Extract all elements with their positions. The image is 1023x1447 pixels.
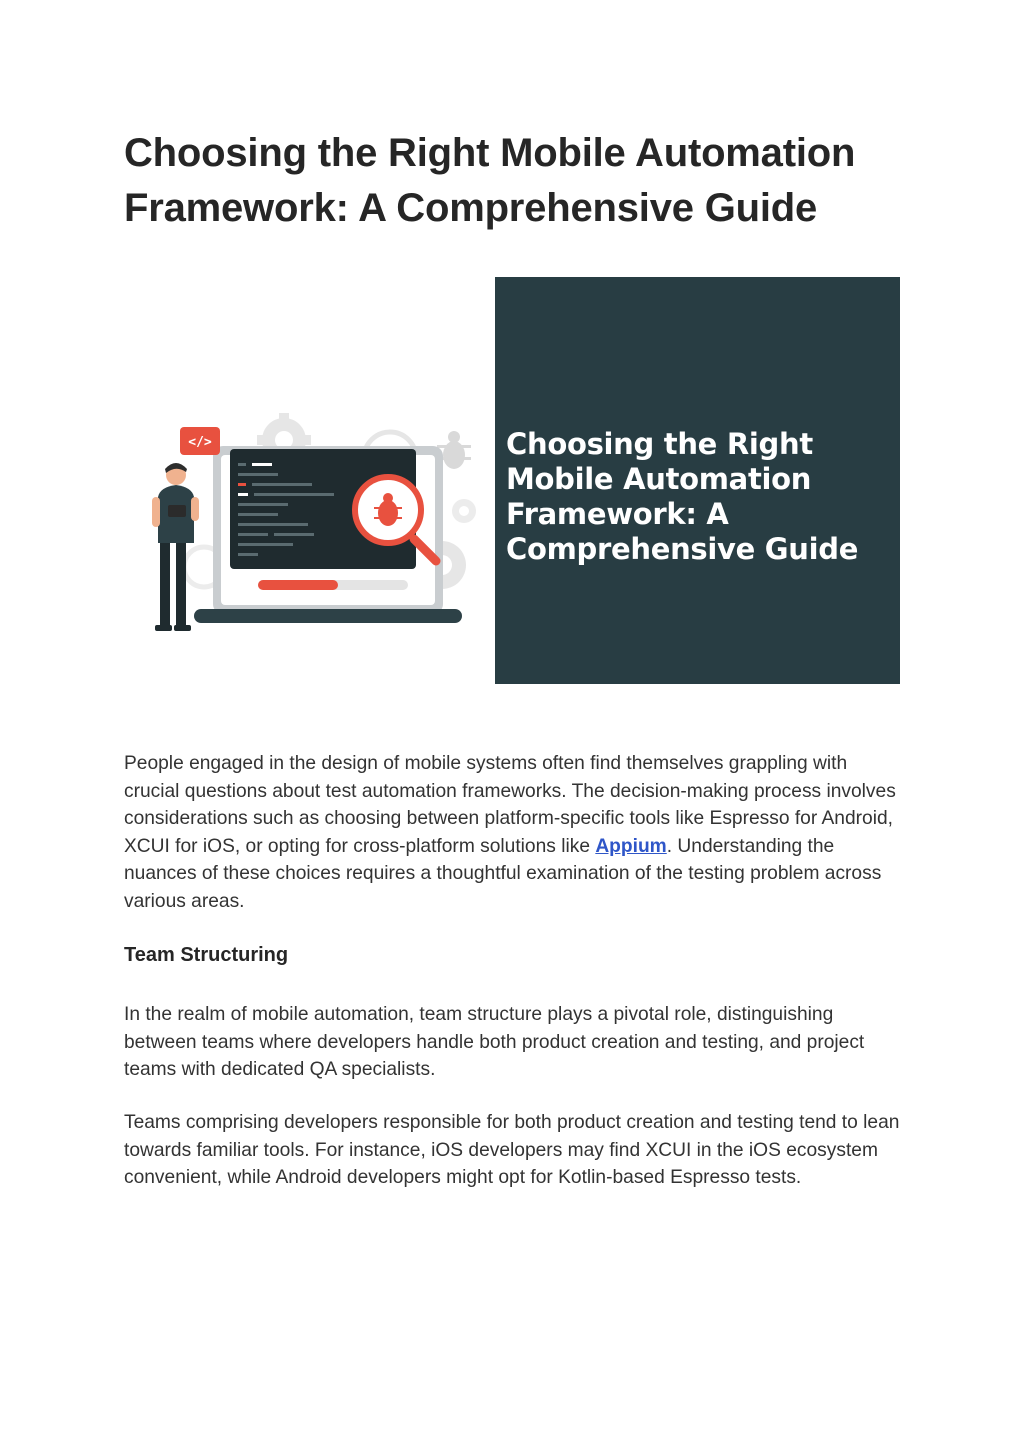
progress-fill xyxy=(258,580,338,590)
intro-text: People engaged in the design of mobile systems often find themselves grappling with crucial questions about test automation frameworks. The decision-making process involves considerations such as choosing between platform-specific tools like Espresso for Android, XCUI for iOS, or opting for cross-platform solutions like xyxy=(124,753,896,857)
developer-laptop-illustration xyxy=(124,277,495,684)
team-structure-paragraph: In the realm of mobile automation, team structure plays a pivotal role, distinguishing between teams where developers handle both product creation and testing, and project teams with dedicated QA specialists. xyxy=(124,1004,865,1080)
gear-icon xyxy=(452,499,476,523)
code-badge-text: </> xyxy=(188,435,212,450)
banner-illustration xyxy=(124,277,495,684)
bug-icon xyxy=(378,500,398,526)
developer-figure xyxy=(152,463,199,631)
hero-banner xyxy=(124,277,900,684)
appium-link[interactable]: Appium xyxy=(595,835,667,857)
intro-paragraph xyxy=(124,750,904,915)
developer-teams-paragraph: Teams comprising developers responsible for both product creation and testing tend to lean towards familiar tools. For instance, iOS developers may find XCUI in the iOS ecosystem convenient, while Android developers might opt for Kotlin-based Espresso tests. xyxy=(124,1112,900,1188)
laptop-base xyxy=(194,609,462,623)
banner-title: Choosing the Right Mobile Automation Framework: A Comprehensive Guide xyxy=(506,427,859,566)
intro-text-end: . Understanding the nuances of these choices requires a thoughtful examination of the testing problem across various areas. xyxy=(124,835,882,912)
page-title: Choosing the Right Mobile Automation Framework: A Comprehensive Guide xyxy=(124,131,856,230)
banner-title-panel xyxy=(495,277,900,684)
section-heading: Team Structuring xyxy=(124,944,289,966)
